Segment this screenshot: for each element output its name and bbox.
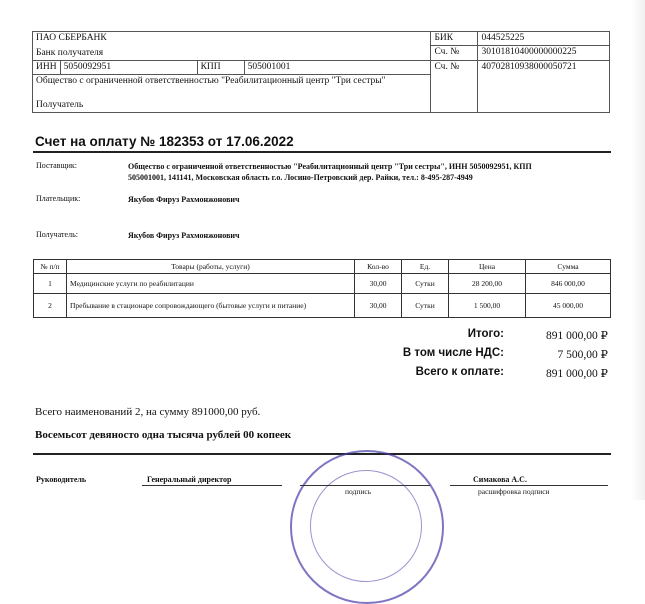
corr-account-value: 30101810400000000225 [478, 46, 610, 61]
invoice-title: Счет на оплату № 182353 от 17.06.2022 [35, 134, 294, 149]
bank-name: ПАО СБЕРБАНК [33, 32, 431, 46]
row-price: 1 500,00 [449, 294, 526, 318]
payable-value: 891 000,00 ₽ [546, 368, 608, 380]
items-header-row [34, 260, 611, 274]
row-qty: 30,00 [355, 294, 402, 318]
row-unit: Сутки [402, 274, 449, 294]
col-price: Цена [449, 260, 526, 274]
total-label: Итого: [467, 328, 504, 340]
corr-account-label: Сч. № [431, 46, 478, 61]
col-unit: Ед. [402, 260, 449, 274]
payer-value: Якубов Фируз Рахмонжонович [128, 195, 240, 204]
col-qty: Кол-во [355, 260, 402, 274]
payable-label: Всего к оплате: [415, 366, 504, 378]
bik-value: 044525225 [478, 32, 610, 46]
name-caption: расшифровка подписи [478, 487, 550, 496]
kpp-label: КПП [197, 60, 244, 74]
receiver-value: Якубов Фируз Рахмонжонович [128, 231, 240, 240]
table-row [34, 274, 611, 294]
row-sum: 846 000,00 [526, 274, 611, 294]
account-value: 40702810938000050721 [478, 60, 610, 74]
signature-caption: подпись [345, 487, 372, 496]
row-sum: 45 000,00 [526, 294, 611, 318]
recipient-name: Общество с ограниченной ответственностью "Реабилитационный центр "Три сестры" [33, 74, 431, 99]
row-goods: Пребывание в стационаре сопровождающего (бытовые услуги и питание) [67, 294, 355, 318]
table-row [34, 294, 611, 318]
col-goods: Товары (работы, услуги) [67, 260, 355, 274]
supplier-label: Поставщик: [36, 161, 77, 170]
name-line [450, 485, 608, 486]
vat-value: 7 500,00 ₽ [557, 349, 608, 361]
page-edge-shadow [631, 0, 645, 500]
signer-name: Симакова А.С. [473, 475, 527, 484]
bank-details-table [32, 31, 610, 113]
position-line [142, 485, 282, 486]
row-price: 28 200,00 [449, 274, 526, 294]
kpp-value: 505001001 [244, 60, 431, 74]
row-goods: Медицинские услуги по реабилитации [67, 274, 355, 294]
row-qty: 30,00 [355, 274, 402, 294]
inn-value: 5050092951 [60, 60, 197, 74]
items-count-summary: Всего наименований 2, на сумму 891000,00 руб. [35, 406, 261, 418]
bik-label: БИК [431, 32, 478, 46]
inn-label: ИНН [33, 60, 61, 74]
recipient-bank-label: Банк получателя [33, 46, 431, 61]
title-divider [33, 151, 611, 153]
recipient-label: Получатель [33, 99, 431, 113]
vat-label: В том числе НДС: [402, 347, 504, 359]
signature-line [300, 485, 430, 486]
amount-in-words: Восемьсот девяносто одна тысяча рублей 00 копеек [35, 429, 292, 441]
row-number: 2 [34, 294, 67, 318]
summary-divider [33, 453, 611, 455]
role-label: Руководитель [36, 475, 87, 484]
account-label: Сч. № [431, 60, 478, 74]
director-position: Генеральный директор [147, 475, 232, 484]
row-unit: Сутки [402, 294, 449, 318]
items-table [33, 259, 611, 318]
supplier-value: Общество с ограниченной ответственностью "Реабилитационный центр "Три сестры", ИНН 5050092951, КПП 505001001, 141141, Московская область г.о. Лосино-Петровский дер. Райки, тел.: 8-495-287-4949 [128, 162, 532, 182]
col-number: № п/п [34, 260, 67, 274]
payer-label: Плательщик: [36, 194, 81, 203]
total-value: 891 000,00 ₽ [546, 330, 608, 342]
receiver-label: Получатель: [36, 230, 78, 239]
col-sum: Сумма [526, 260, 611, 274]
row-number: 1 [34, 274, 67, 294]
